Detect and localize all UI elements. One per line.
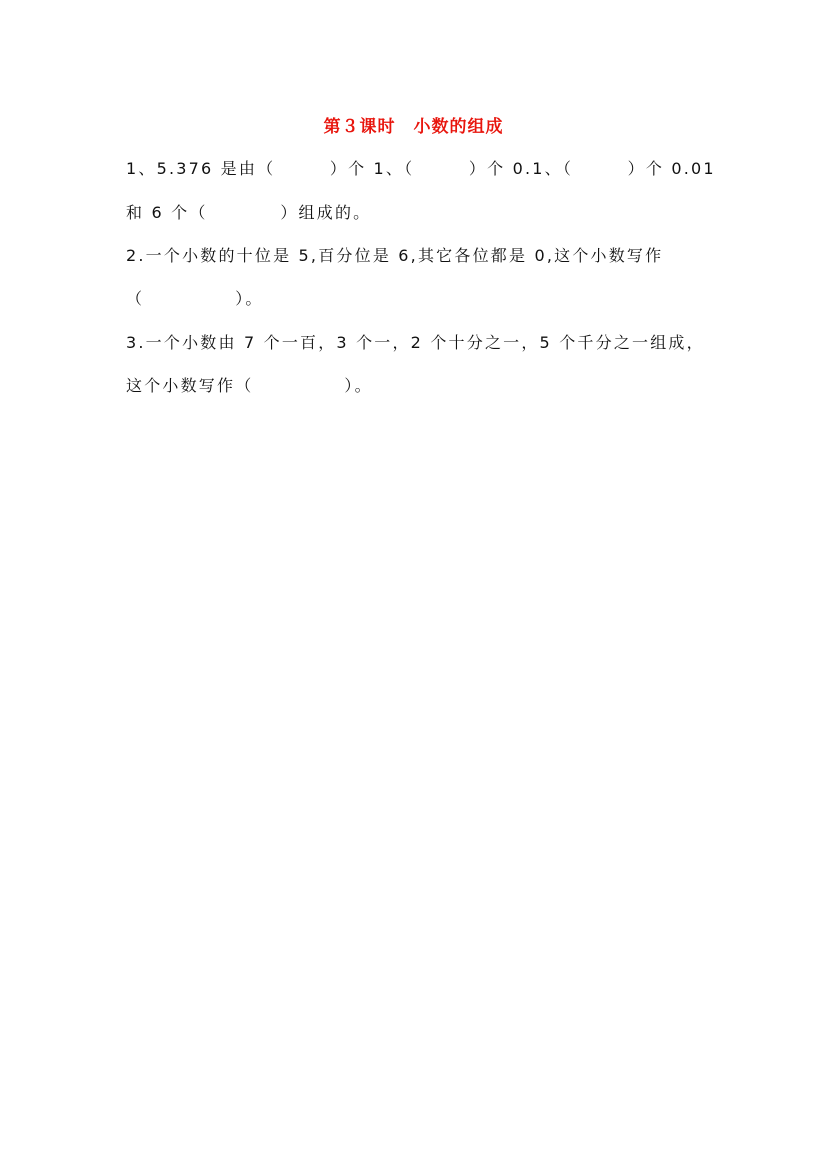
question-1-line-1: 1、5.376 是由（ ）个 1、（ ）个 0.1、（ ）个 0.01 [126,159,716,178]
question-3-line-2: 这个小数写作（ ）。 [126,376,373,395]
page-title: 第３课时 小数的组成 [323,117,504,137]
question-3-line-1: 3.一个小数由 7 个一百，3 个一，2 个十分之一，5 个千分之一组成， [126,333,705,352]
question-2-line-2: （ ）。 [126,289,264,308]
question-1-line-2: 和 6 个（ ）组成的。 [126,203,372,222]
question-2-line-1: 2.一个小数的十位是 5,百分位是 6,其它各位都是 0,这个小数写作 [126,246,664,265]
